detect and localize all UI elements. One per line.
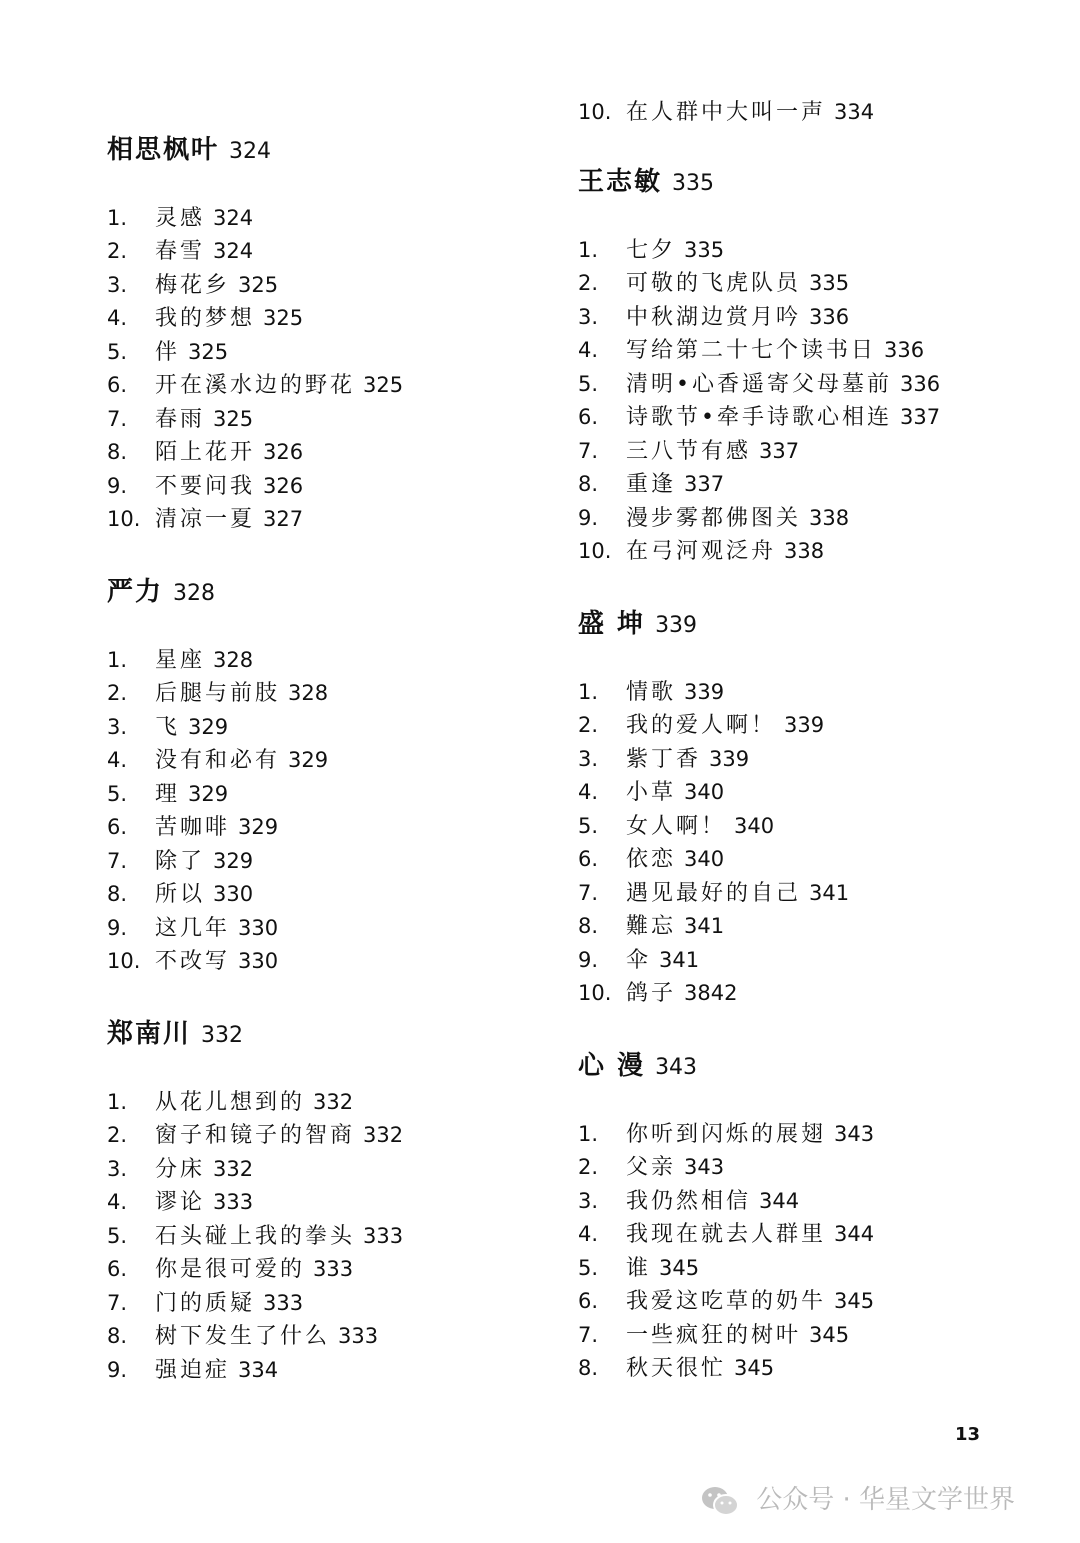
entry-title: 诗歌节•牵手诗歌心相连 — [626, 405, 892, 430]
author-page: 335 — [672, 171, 715, 196]
entry-title: 遇见最好的自己 — [626, 880, 802, 906]
entry-number: 3. — [578, 1188, 599, 1213]
entry-title: 我爱这吃草的奶牛 — [626, 1289, 827, 1314]
entry-title: 在弓河观泛舟 — [626, 539, 777, 564]
entry-number: 5. — [578, 813, 599, 838]
author-page: 343 — [655, 1055, 698, 1080]
entry-page: 339 — [684, 679, 725, 704]
entry-title: 漫步雾都佛图关 — [626, 505, 802, 531]
entry-title: 这几年 — [155, 915, 231, 941]
entry-title: 我仍然相信 — [626, 1188, 752, 1214]
entry-number: 8. — [578, 1356, 599, 1380]
entry-number: 5. — [578, 371, 599, 396]
entry-title: 父亲 — [626, 1155, 677, 1180]
entry-page: 329 — [213, 848, 254, 873]
entry-number: 9. — [578, 505, 599, 530]
entry-number: 7. — [578, 880, 599, 905]
toc-entry — [578, 775, 724, 809]
entry-number: 7. — [578, 1322, 599, 1347]
toc-entry — [107, 1252, 353, 1286]
entry-number: 7. — [578, 438, 599, 463]
entry-page: 337 — [899, 405, 941, 429]
toc-entry — [107, 368, 403, 402]
entry-page: 325 — [363, 373, 404, 397]
entry-page: 330 — [213, 882, 254, 906]
entry-page: 325 — [188, 339, 229, 364]
author-name: 盛 坤 — [578, 609, 646, 639]
entry-title: 不要问我 — [155, 473, 256, 499]
entry-page: 341 — [809, 880, 850, 905]
entry-number: 1. — [578, 679, 599, 704]
toc-entry — [578, 95, 874, 129]
entry-number: 1. — [107, 647, 128, 672]
toc-entry — [578, 1251, 699, 1285]
toc-entry — [107, 1185, 253, 1219]
entry-number: 10. — [578, 100, 612, 124]
toc-entry — [107, 643, 253, 677]
entry-page: 339 — [784, 713, 825, 737]
entry-title: 谁 — [626, 1255, 652, 1281]
toc-entry — [107, 435, 303, 469]
toc-entry — [107, 469, 303, 503]
author-name: 王志敏 — [578, 167, 663, 197]
entry-page: 335 — [684, 237, 725, 262]
toc-entry — [578, 809, 774, 843]
wechat-icon — [700, 1484, 740, 1518]
entry-number: 10. — [107, 949, 141, 973]
toc-entry — [578, 467, 724, 501]
entry-page: 336 — [899, 371, 941, 396]
entry-number: 9. — [578, 947, 599, 972]
toc-entry — [578, 1150, 724, 1184]
author-page: 339 — [655, 613, 698, 638]
toc-entry — [578, 1318, 849, 1352]
entry-page: 345 — [734, 1356, 775, 1380]
entry-page: 3842 — [684, 981, 738, 1005]
toc-entry — [107, 201, 253, 235]
entry-page: 326 — [263, 440, 304, 464]
entry-page: 340 — [684, 847, 725, 871]
toc-entry — [107, 1286, 303, 1320]
toc-entry — [578, 876, 849, 910]
author-heading — [578, 607, 697, 641]
toc-entry — [578, 708, 824, 742]
entry-number: 8. — [578, 472, 599, 496]
author-page: 324 — [229, 139, 272, 164]
author-heading — [107, 133, 271, 167]
entry-page: 345 — [809, 1322, 850, 1347]
entry-page: 333 — [338, 1324, 379, 1348]
entry-title: 门的质疑 — [155, 1290, 256, 1316]
entry-title: 伴 — [155, 339, 181, 365]
entry-number: 2. — [578, 1155, 599, 1179]
toc-entry — [578, 1351, 774, 1385]
toc-entry — [578, 534, 824, 568]
entry-title: 树下发生了什么 — [155, 1324, 331, 1349]
entry-number: 3. — [107, 1156, 128, 1181]
toc-entry — [578, 434, 799, 468]
entry-number: 1. — [578, 1121, 599, 1146]
entry-number: 8. — [107, 440, 128, 464]
entry-number: 7. — [107, 406, 128, 431]
author-page: 332 — [201, 1023, 244, 1048]
entry-page: 329 — [188, 714, 229, 739]
entry-page: 332 — [363, 1123, 404, 1147]
toc-entry — [578, 742, 749, 776]
entry-page: 325 — [263, 306, 304, 330]
entry-title: 紫丁香 — [626, 746, 702, 772]
toc-entry — [107, 810, 278, 844]
author-heading — [578, 165, 714, 199]
entry-title: 伞 — [626, 947, 652, 973]
author-heading — [107, 1017, 243, 1051]
entry-title: 春雪 — [155, 239, 206, 264]
entry-title: 三八节有感 — [626, 438, 752, 464]
entry-page: 324 — [213, 205, 254, 230]
entry-title: 清凉一夏 — [155, 507, 256, 532]
entry-page: 344 — [834, 1222, 875, 1246]
toc-entry — [578, 1117, 874, 1151]
entry-page: 328 — [213, 647, 254, 672]
entry-page: 336 — [884, 338, 925, 362]
entry-number: 2. — [107, 681, 128, 705]
entry-number: 6. — [107, 1257, 128, 1281]
entry-number: 4. — [107, 306, 128, 330]
author-name: 相思枫叶 — [107, 135, 220, 165]
entry-title: 難忘 — [626, 914, 677, 939]
entry-number: 6. — [578, 1289, 599, 1313]
entry-number: 6. — [107, 815, 128, 839]
watermark — [700, 1478, 1015, 1522]
entry-title: 在人群中大叫一声 — [626, 100, 827, 125]
entry-page: 329 — [288, 748, 329, 772]
author-page: 328 — [173, 581, 216, 606]
toc-entry — [107, 1085, 353, 1119]
entry-number: 9. — [107, 1357, 128, 1382]
author-heading — [107, 575, 215, 609]
entry-page: 340 — [734, 813, 775, 838]
toc-entry — [578, 1217, 874, 1251]
entry-page: 341 — [659, 947, 700, 972]
entry-number: 8. — [107, 1324, 128, 1348]
toc-entry — [107, 1118, 403, 1152]
entry-page: 336 — [809, 304, 850, 329]
toc-entry — [107, 502, 303, 536]
entry-title: 谬论 — [155, 1190, 206, 1215]
entry-number: 3. — [578, 304, 599, 329]
entry-page: 345 — [834, 1289, 875, 1313]
entry-title: 秋天很忙 — [626, 1356, 727, 1381]
entry-page: 324 — [213, 239, 254, 263]
entry-title: 我的爱人啊！ — [626, 713, 777, 738]
toc-entry — [578, 333, 924, 367]
toc-entry — [107, 301, 303, 335]
entry-title: 可敬的飞虎队员 — [626, 271, 802, 296]
entry-page: 334 — [834, 100, 875, 124]
toc-entry — [578, 233, 724, 267]
entry-title: 写给第二十七个读书日 — [626, 338, 877, 363]
entry-number: 7. — [107, 848, 128, 873]
toc-entry — [578, 976, 737, 1010]
entry-title: 从花儿想到的 — [155, 1089, 306, 1115]
entry-number: 10. — [107, 507, 141, 531]
entry-title: 星座 — [155, 647, 206, 673]
entry-page: 337 — [684, 472, 725, 496]
entry-title: 中秋湖边赏月吟 — [626, 304, 802, 330]
toc-entry — [107, 1219, 403, 1253]
toc-entry — [107, 1152, 253, 1186]
entry-page: 325 — [238, 272, 279, 297]
entry-number: 4. — [578, 1222, 599, 1246]
entry-page: 330 — [238, 949, 279, 973]
entry-title: 依恋 — [626, 847, 677, 872]
entry-number: 3. — [578, 746, 599, 771]
entry-page: 329 — [238, 815, 279, 839]
entry-number: 2. — [107, 239, 128, 263]
toc-entry — [107, 743, 328, 777]
entry-number: 2. — [107, 1123, 128, 1147]
entry-title: 分床 — [155, 1156, 206, 1182]
entry-title: 苦咖啡 — [155, 815, 231, 840]
entry-page: 334 — [238, 1357, 279, 1382]
entry-number: 10. — [578, 539, 612, 563]
entry-title: 所以 — [155, 882, 206, 907]
toc-entry — [578, 300, 849, 334]
entry-page: 344 — [759, 1188, 800, 1213]
entry-title: 重逢 — [626, 472, 677, 497]
entry-page: 332 — [213, 1156, 254, 1181]
entry-title: 我现在就去人群里 — [626, 1222, 827, 1247]
toc-entry — [107, 402, 253, 436]
toc-entry — [107, 944, 278, 978]
author-name: 郑南川 — [107, 1019, 192, 1049]
author-name: 心 漫 — [578, 1051, 646, 1081]
entry-title: 飞 — [155, 714, 181, 740]
entry-page: 333 — [313, 1257, 354, 1281]
toc-entry — [107, 877, 253, 911]
entry-title: 除了 — [155, 848, 206, 874]
entry-page: 328 — [288, 681, 329, 705]
entry-number: 4. — [578, 780, 599, 804]
entry-title: 陌上花开 — [155, 440, 256, 465]
entry-page: 330 — [238, 915, 279, 940]
entry-number: 5. — [107, 781, 128, 806]
entry-number: 3. — [107, 714, 128, 739]
entry-page: 338 — [809, 505, 850, 530]
toc-entry — [578, 842, 724, 876]
entry-page: 326 — [263, 473, 304, 498]
entry-title: 后腿与前肢 — [155, 681, 281, 706]
toc-entry — [578, 266, 849, 300]
entry-number: 2. — [578, 713, 599, 737]
entry-title: 开在溪水边的野花 — [155, 373, 356, 398]
entry-number: 2. — [578, 271, 599, 295]
watermark-text: 公众号 · 华星文学世界 — [756, 1485, 1016, 1515]
entry-number: 5. — [107, 1223, 128, 1248]
entry-page: 339 — [709, 746, 750, 771]
entry-title: 理 — [155, 781, 181, 807]
entry-page: 340 — [684, 780, 725, 804]
entry-number: 7. — [107, 1290, 128, 1315]
entry-number: 1. — [578, 237, 599, 262]
entry-page: 327 — [263, 507, 304, 531]
entry-number: 6. — [578, 847, 599, 871]
entry-number: 9. — [107, 915, 128, 940]
toc-entry — [578, 1184, 799, 1218]
entry-title: 我的梦想 — [155, 306, 256, 331]
toc-entry — [107, 268, 278, 302]
toc-entry — [578, 367, 940, 401]
entry-page: 333 — [213, 1190, 254, 1214]
entry-title: 强迫症 — [155, 1357, 231, 1383]
entry-page: 333 — [263, 1290, 304, 1315]
toc-entry — [578, 400, 940, 434]
toc-entry — [578, 501, 849, 535]
entry-title: 不改写 — [155, 949, 231, 974]
entry-page: 333 — [363, 1223, 404, 1248]
toc-entry — [107, 234, 253, 268]
entry-number: 8. — [578, 914, 599, 938]
entry-page: 337 — [759, 438, 800, 463]
entry-title: 你是很可爱的 — [155, 1257, 306, 1282]
entry-title: 没有和必有 — [155, 748, 281, 773]
entry-page: 335 — [809, 271, 850, 295]
entry-title: 小草 — [626, 780, 677, 805]
toc-entry — [107, 911, 278, 945]
entry-title: 鸽子 — [626, 981, 677, 1006]
toc-entry — [107, 1319, 378, 1353]
entry-page: 329 — [188, 781, 229, 806]
toc-entry — [107, 676, 328, 710]
author-heading — [578, 1049, 697, 1083]
toc-entry — [107, 844, 253, 878]
entry-page: 343 — [684, 1155, 725, 1179]
toc-entry — [107, 335, 228, 369]
toc-entry — [578, 943, 699, 977]
entry-page: 343 — [834, 1121, 875, 1146]
entry-number: 4. — [107, 1190, 128, 1214]
entry-number: 5. — [578, 1255, 599, 1280]
entry-title: 春雨 — [155, 406, 206, 432]
entry-number: 3. — [107, 272, 128, 297]
entry-title: 一些疯狂的树叶 — [626, 1322, 802, 1348]
toc-entry — [107, 1353, 278, 1387]
entry-number: 10. — [578, 981, 612, 1005]
entry-title: 女人啊！ — [626, 813, 727, 839]
entry-number: 1. — [107, 1089, 128, 1114]
entry-number: 1. — [107, 205, 128, 230]
entry-page: 341 — [684, 914, 725, 938]
entry-number: 4. — [107, 748, 128, 772]
entry-number: 6. — [107, 373, 128, 397]
entry-number: 4. — [578, 338, 599, 362]
toc-entry — [107, 777, 228, 811]
page-number: 13 — [954, 1424, 980, 1445]
entry-number: 6. — [578, 405, 599, 429]
toc-entry — [578, 1284, 874, 1318]
toc-entry — [578, 909, 724, 943]
entry-title: 灵感 — [155, 205, 206, 231]
entry-title: 你听到闪烁的展翅 — [626, 1121, 827, 1147]
entry-page: 345 — [659, 1255, 700, 1280]
entry-title: 石头碰上我的拳头 — [155, 1223, 356, 1249]
toc-entry — [578, 675, 724, 709]
entry-title: 情歌 — [626, 679, 677, 705]
entry-number: 5. — [107, 339, 128, 364]
toc-entry — [107, 710, 228, 744]
author-name: 严力 — [107, 577, 164, 607]
entry-title: 七夕 — [626, 237, 677, 263]
entry-page: 332 — [313, 1089, 354, 1114]
entry-title: 清明•心香遥寄父母墓前 — [626, 371, 892, 397]
entry-page: 338 — [784, 539, 825, 563]
entry-title: 窗子和镜子的智商 — [155, 1123, 356, 1148]
entry-number: 9. — [107, 473, 128, 498]
entry-page: 325 — [213, 406, 254, 431]
entry-title: 梅花乡 — [155, 272, 231, 298]
entry-number: 8. — [107, 882, 128, 906]
